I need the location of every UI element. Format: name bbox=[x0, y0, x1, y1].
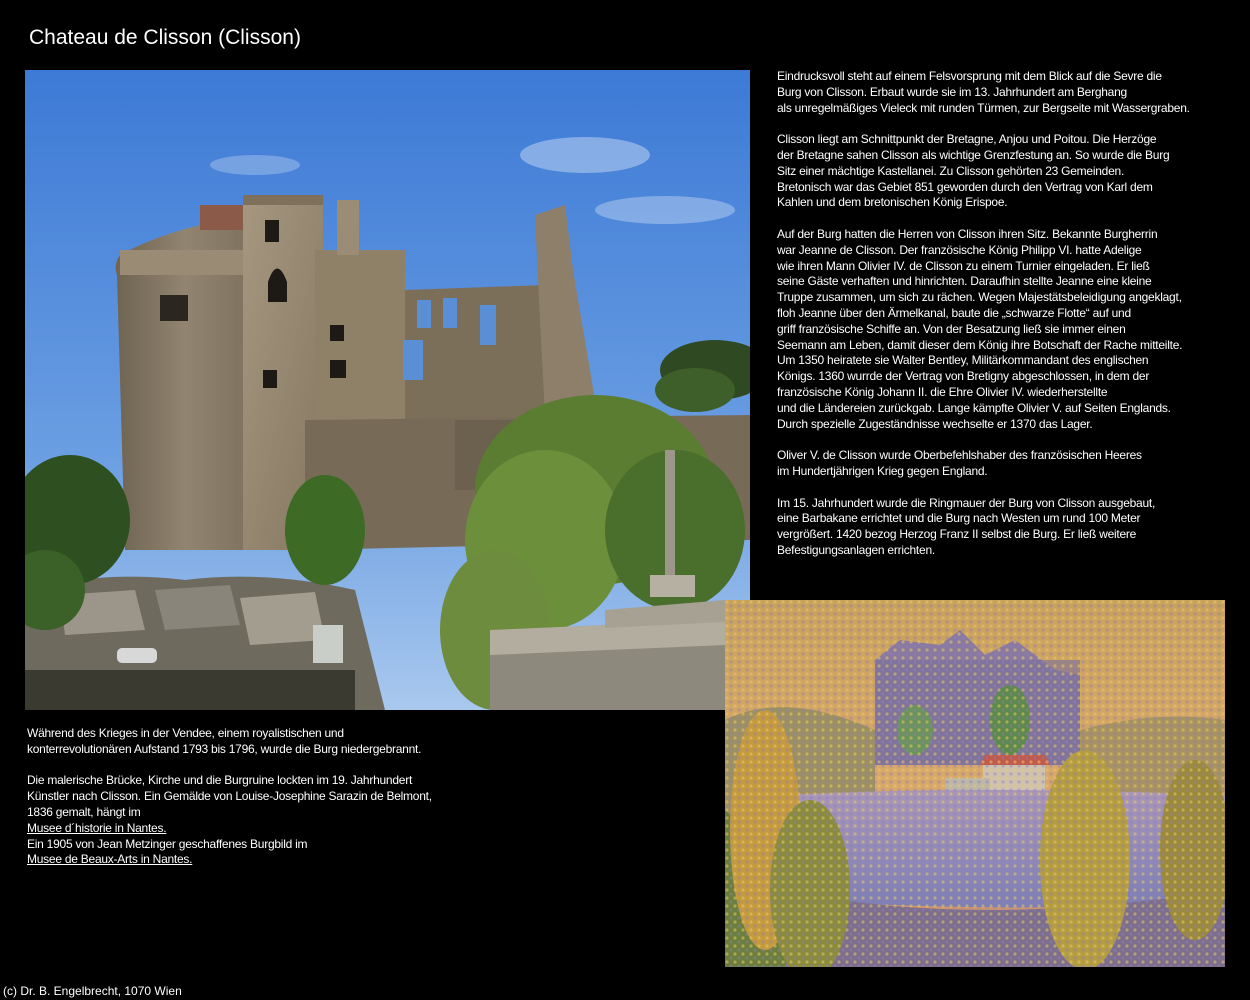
text-line: Auf der Burg hatten die Herren von Clisson ihren Sitz. Bekannte Burgherrin bbox=[777, 226, 1158, 241]
museum-link-line bbox=[27, 852, 487, 868]
text-line: wie ihren Mann Olivier IV. de Clisson zu einem Turnier eingeladen. Er ließ bbox=[777, 258, 1150, 273]
paragraph-4 bbox=[777, 448, 1227, 480]
text-line: war Jeanne de Clisson. Der französische König Philipp VI. hatte Adelige bbox=[777, 242, 1142, 257]
text-line: französische König Johann II. die Ehre Olivier IV. wiederherstellte bbox=[777, 384, 1108, 399]
history-text-left bbox=[27, 726, 487, 884]
text-line: der Bretagne sahen Clisson als wichtige Grenzfestung an. So wurde die Burg bbox=[777, 147, 1170, 162]
text-line: eine Barbakane errichtet und die Burg nach Westen um rund 100 Meter bbox=[777, 511, 1141, 526]
paragraph-5 bbox=[777, 496, 1227, 559]
text-line: im Hundertjährigen Krieg gegen England. bbox=[777, 463, 988, 478]
text-line: seine Gäste verhaften und hinrichten. Daraufhin stellte Jeanne eine kleine bbox=[777, 274, 1152, 289]
text-line: Befestigungsanlagen errichten. bbox=[777, 542, 935, 557]
text-line: Königs. 1360 wurrde der Vertrag von Bretigny abgeschlossen, in dem der bbox=[777, 369, 1150, 384]
museum-link-line bbox=[27, 821, 487, 837]
text-line: Oliver V. de Clisson wurde Oberbefehlshaber des französischen Heeres bbox=[777, 448, 1142, 463]
text-line: vergrößert. 1420 bezog Herzog Franz II selbst die Burg. Er ließ weitere bbox=[777, 527, 1137, 542]
text-line: als unregelmäßiges Vieleck mit runden Türmen, zur Bergseite mit Wassergraben. bbox=[777, 100, 1190, 115]
text-line: Clisson liegt am Schnittpunkt der Bretagne, Anjou und Poitou. Die Herzöge bbox=[777, 132, 1157, 147]
paragraph-1 bbox=[777, 69, 1227, 116]
text-line: Sitz einer mächtige Kastellanei. Zu Clisson gehörten 23 Gemeinden. bbox=[777, 163, 1125, 178]
text-line: Eindrucksvoll steht auf einem Felsvorsprung mit dem Blick auf die Sevre die bbox=[777, 69, 1162, 83]
castle-painting bbox=[725, 600, 1225, 967]
text-line: Burg von Clisson. Erbaut wurde sie im 13. Jahrhundert am Berghang bbox=[777, 84, 1127, 99]
castle-photo bbox=[25, 70, 750, 710]
text-line: griff französische Schiffe an. Von der Besatzung ließ sie immer einen bbox=[777, 321, 1126, 336]
text-line: Ein 1905 von Jean Metzinger geschaffenes Burgbild im bbox=[27, 836, 308, 851]
paragraph-vendee bbox=[27, 726, 487, 758]
text-line: Um 1350 heiratete sie Walter Bentley, Militärkommandant des englischen bbox=[777, 353, 1149, 368]
text-line: Durch spezielle Zugeständnisse wechselte er 1370 das Lager. bbox=[777, 416, 1093, 431]
text-line: Im 15. Jahrhundert wurde die Ringmauer der Burg von Clisson ausgebaut, bbox=[777, 495, 1156, 510]
text-line: Truppe zusammen, um sich zu rächen. Wegen Majestätsbeleidigung angeklagt, bbox=[777, 290, 1182, 305]
paragraph-artists bbox=[27, 773, 487, 868]
text-line: Künstler nach Clisson. Ein Gemälde von Louise-Josephine Sarazin de Belmont, bbox=[27, 789, 432, 804]
text-line: Seemann am Leben, damit dieser dem König ihre Botschaft der Rache mitteilte. bbox=[777, 337, 1183, 352]
history-text-right bbox=[777, 69, 1227, 575]
text-line: konterrevolutionären Aufstand 1793 bis 1796, wurde die Burg niedergebrannt. bbox=[27, 741, 422, 756]
text-line: floh Jeanne über den Ärmelkanal, baute die „schwarze Flotte“ auf und bbox=[777, 305, 1131, 320]
paragraph-2 bbox=[777, 132, 1227, 211]
copyright-footer: (c) Dr. B. Engelbrecht, 1070 Wien bbox=[3, 984, 182, 998]
musee-beaux-arts-link[interactable]: Musee de Beaux-Arts in Nantes. bbox=[27, 852, 193, 867]
text-line: 1836 gemalt, hängt im bbox=[27, 804, 141, 819]
text-line: Während des Krieges in der Vendee, einem royalistischen und bbox=[27, 726, 344, 740]
text-line: Bretonisch war das Gebiet 851 geworden durch den Vertrag von Karl dem bbox=[777, 179, 1153, 194]
paragraph-3 bbox=[777, 227, 1227, 432]
page-title: Chateau de Clisson (Clisson) bbox=[29, 26, 301, 49]
text-line: und die Ländereien zurückgab. Lange kämpfte Olivier V. auf Seiten Englands. bbox=[777, 400, 1171, 415]
musee-historie-link[interactable]: Musee d´historie in Nantes. bbox=[27, 820, 167, 835]
text-line: Kahlen und dem bretonischen König Erispoe. bbox=[777, 195, 1008, 210]
text-line: Die malerische Brücke, Kirche und die Burgruine lockten im 19. Jahrhundert bbox=[27, 773, 413, 788]
